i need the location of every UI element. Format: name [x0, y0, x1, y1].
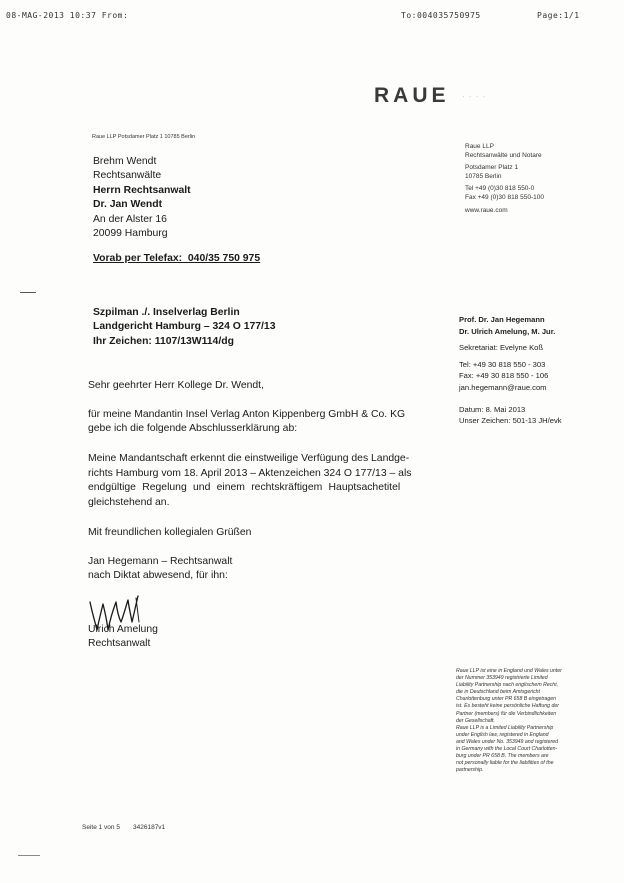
contact-block: [459, 314, 562, 427]
advance-fax-notice: Vorab per Telefax: 040/35 750 975: [93, 253, 261, 264]
firm-website: www.raue.com: [465, 206, 508, 214]
legal-line: der Nummer 353949 registrierte Limited: [456, 675, 548, 682]
subject-line: Landgericht Hamburg – 324 O 177/13: [93, 321, 276, 333]
contact-fax: Fax: +49 30 818 550 - 106: [459, 371, 549, 381]
paragraph-mandate: [88, 408, 405, 437]
legal-line: Raue LLP ist eine in England und Wales unter: [456, 668, 562, 674]
body-line: Meine Mandantschaft erkennt die einstweilige Verfügung des Landge-: [88, 453, 410, 464]
recipient-line: Rechtsanwälte: [93, 170, 162, 182]
firm-line: Potsdamer Platz 1: [465, 164, 519, 172]
closing: Mit freundlichen kollegialen Grüßen: [88, 527, 252, 538]
legal-line: die in Deutschland beim Amtsgericht: [456, 689, 541, 696]
contact-phone: Tel: +49 30 818 550 - 303: [459, 359, 546, 369]
legal-line: partnership.: [456, 767, 484, 774]
logo-ornament: · · · ·: [462, 92, 487, 101]
document-id: 3426187v1: [133, 824, 166, 831]
contact-name: Prof. Dr. Jan Hegemann: [459, 315, 545, 324]
signer-note: [88, 555, 232, 584]
legal-line: under English law, registered in England: [456, 731, 549, 738]
legal-line: in Germany with the Local Court Charlotten-: [456, 746, 558, 753]
recipient-line: 20099 Hamburg: [93, 228, 168, 240]
firm-line: Rechtsanwälte und Notare: [465, 151, 542, 159]
body-line: richts Hamburg vom 18. April 2013 – Aktenzeichen 324 O 177/13 – als: [88, 467, 412, 479]
signature-block: [88, 623, 158, 652]
body-line: gleichstehend an.: [88, 496, 170, 508]
firm-address: [465, 143, 544, 215]
legal-line: ist. Es besteht keine persönliche Haftung der: [456, 703, 559, 710]
recipient-address: [93, 155, 191, 241]
sender-return-address: Raue LLP Potsdamer Platz 1 10785 Berlin: [92, 134, 196, 140]
signatory-title: Rechtsanwalt: [88, 638, 151, 650]
fax-recipient-number: To:004035750975: [401, 11, 481, 20]
fax-datetime: 08-MAG-2013 10:37 From:: [6, 11, 129, 20]
our-reference: Unser Zeichen: 501-13 JH/evk: [459, 416, 562, 426]
recipient-line: Brehm Wendt: [93, 156, 157, 167]
body-line: für meine Mandantin Insel Verlag Anton Kippenberg GmbH & Co. KG: [88, 409, 406, 420]
body-line: gebe ich die folgende Abschlusserklärung ab:: [88, 423, 298, 435]
legal-notice: [456, 668, 606, 774]
recipient-line: Herrn Rechtsanwalt: [93, 184, 191, 196]
contact-email: jan.hegemann@raue.com: [459, 382, 547, 392]
legal-line: der Gesellschaft.: [456, 717, 495, 724]
legal-line: burg under PR 658 B. The members are: [456, 753, 549, 760]
recipient-line: Dr. Jan Wendt: [93, 199, 163, 211]
subject-line: Ihr Zeichen: 1107/13W114/dg: [93, 335, 234, 347]
legal-line: Raue LLP is a Limited Liability Partnership: [456, 724, 554, 731]
legal-line: Charlottenburg unter PR 658 B eingetragen: [456, 696, 557, 703]
raue-logo: RAUE: [374, 84, 450, 107]
salutation: Sehr geehrter Herr Kollege Dr. Wendt,: [88, 380, 264, 391]
legal-line: Liability Partnership nach englischem Recht,: [456, 682, 559, 689]
contact-name: Dr. Ulrich Amelung, M. Jur.: [459, 326, 556, 336]
paragraph-declaration: [88, 452, 411, 510]
firm-line: Raue LLP: [465, 143, 494, 150]
body-line: nach Diktat abwesend, für ihn:: [88, 570, 228, 582]
legal-line: Partner (members) für die Verbindlichkeiten: [456, 710, 557, 717]
signatory-name: Ulrich Amelung: [88, 624, 158, 635]
page-number: Seite 1 von 5: [82, 824, 120, 831]
fax-page-indicator: Page:1/1: [537, 11, 580, 20]
body-line: Jan Hegemann – Rechtsanwalt: [88, 556, 233, 567]
firm-line: Fax +49 (0)30 818 550-100: [465, 193, 544, 201]
firm-line: Tel +49 (0)30 818 550-0: [465, 185, 535, 193]
firm-line: 10785 Berlin: [465, 172, 502, 180]
subject-block: [93, 306, 275, 349]
letter-date: Datum: 8. Mai 2013: [459, 404, 526, 414]
legal-line: and Wales under No. 353949 and registered: [456, 738, 558, 745]
fold-mark: [18, 855, 40, 856]
secretariat: Sekretariat: Evelyne Koß: [459, 343, 543, 353]
subject-line: Szpilman ./. Inselverlag Berlin: [93, 307, 240, 318]
legal-line: not personally liable for the liabilities of the: [456, 760, 554, 767]
fold-mark: [20, 292, 36, 293]
recipient-line: An der Alster 16: [93, 213, 167, 225]
body-line: endgültige Regelung und einem rechtskräftigem Hauptsachetitel: [88, 482, 401, 494]
